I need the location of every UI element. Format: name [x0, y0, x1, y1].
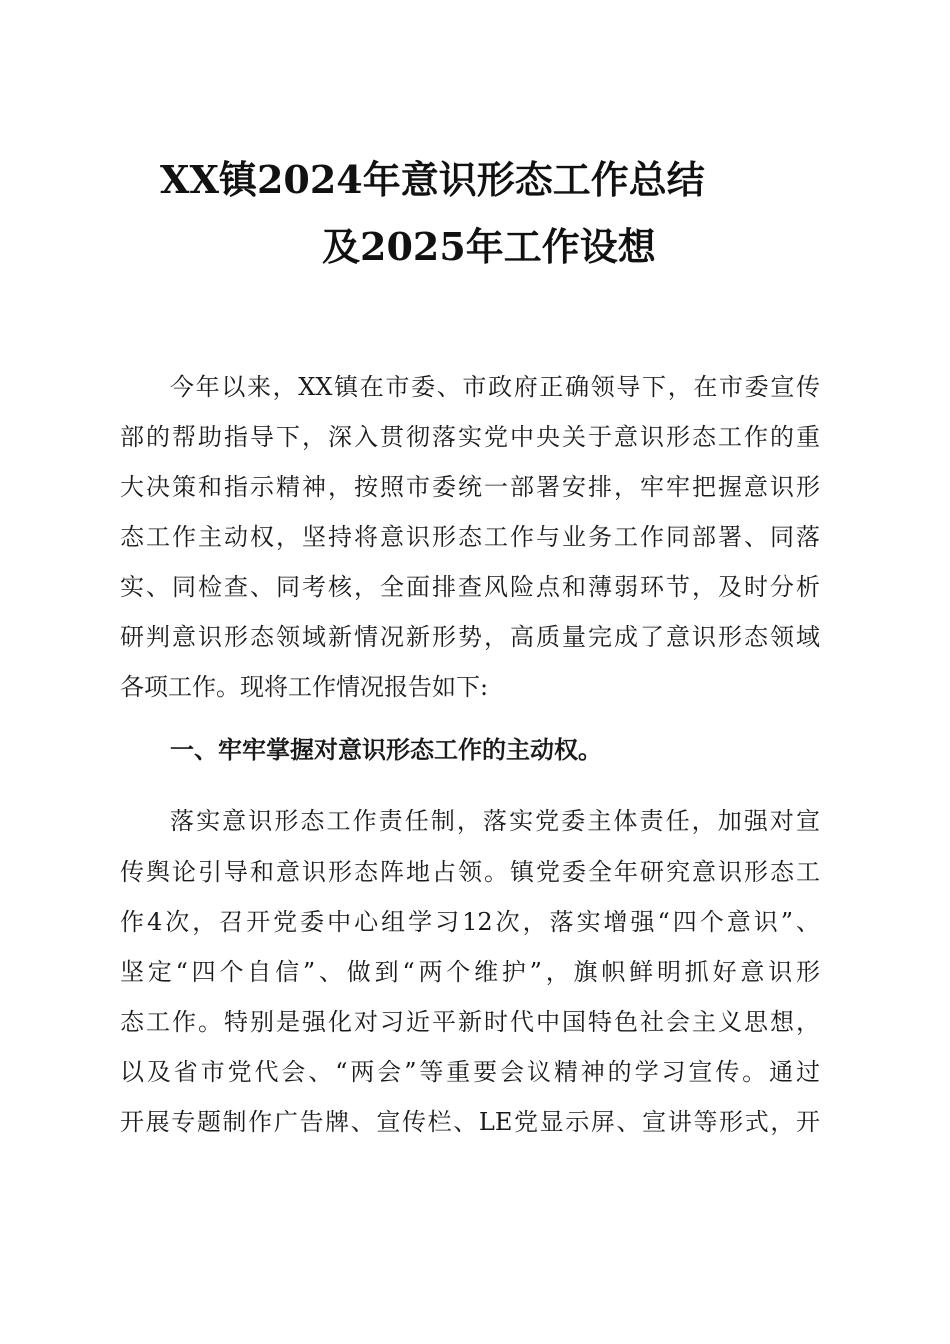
paragraph-line: 部的帮助指导下，深入贯彻落实党中央关于意识形态工作的重 [120, 423, 820, 451]
paragraph-line: 各项工作。现将工作情况报告如下: [120, 673, 489, 701]
paragraph-line: 传舆论引导和意识形态阵地占领。镇党委全年研究意识形态工 [120, 858, 820, 886]
paragraph-line: 实、同检查、同考核，全面排查风险点和薄弱环节，及时分析 [120, 573, 820, 601]
document-title-line-1: XX镇2024年意识形态工作总结 [160, 157, 705, 202]
paragraph-line: 今年以来，XX镇在市委、市政府正确领导下，在市委宣传 [170, 373, 820, 401]
paragraph-line: 研判意识形态领域新情况新形势，高质量完成了意识形态领域 [120, 623, 820, 651]
document-title-line-2: 及2025年工作设想 [322, 224, 656, 269]
paragraph-line: 以及省市党代会、“两会”等重要会议精神的学习宣传。通过 [120, 1058, 820, 1086]
paragraph-line: 态工作。特别是强化对习近平新时代中国特色社会主义思想， [120, 1008, 820, 1036]
paragraph-line: 大决策和指示精神，按照市委统一部署安排，牢牢把握意识形 [120, 473, 820, 501]
paragraph-line: 落实意识形态工作责任制，落实党委主体责任，加强对宣 [170, 807, 820, 835]
section-heading: 一、牢牢掌握对意识形态工作的主动权。 [170, 735, 602, 764]
paragraph-line: 坚定“四个自信”、做到“两个维护”，旗帜鲜明抓好意识形 [120, 958, 820, 986]
paragraph-line: 开展专题制作广告牌、宣传栏、LE党显示屏、宣讲等形式，开 [120, 1108, 820, 1136]
paragraph-line: 态工作主动权，坚持将意识形态工作与业务工作同部署、同落 [120, 523, 820, 551]
paragraph-line: 作4次，召开党委中心组学习12次，落实增强“四个意识”、 [120, 908, 820, 936]
